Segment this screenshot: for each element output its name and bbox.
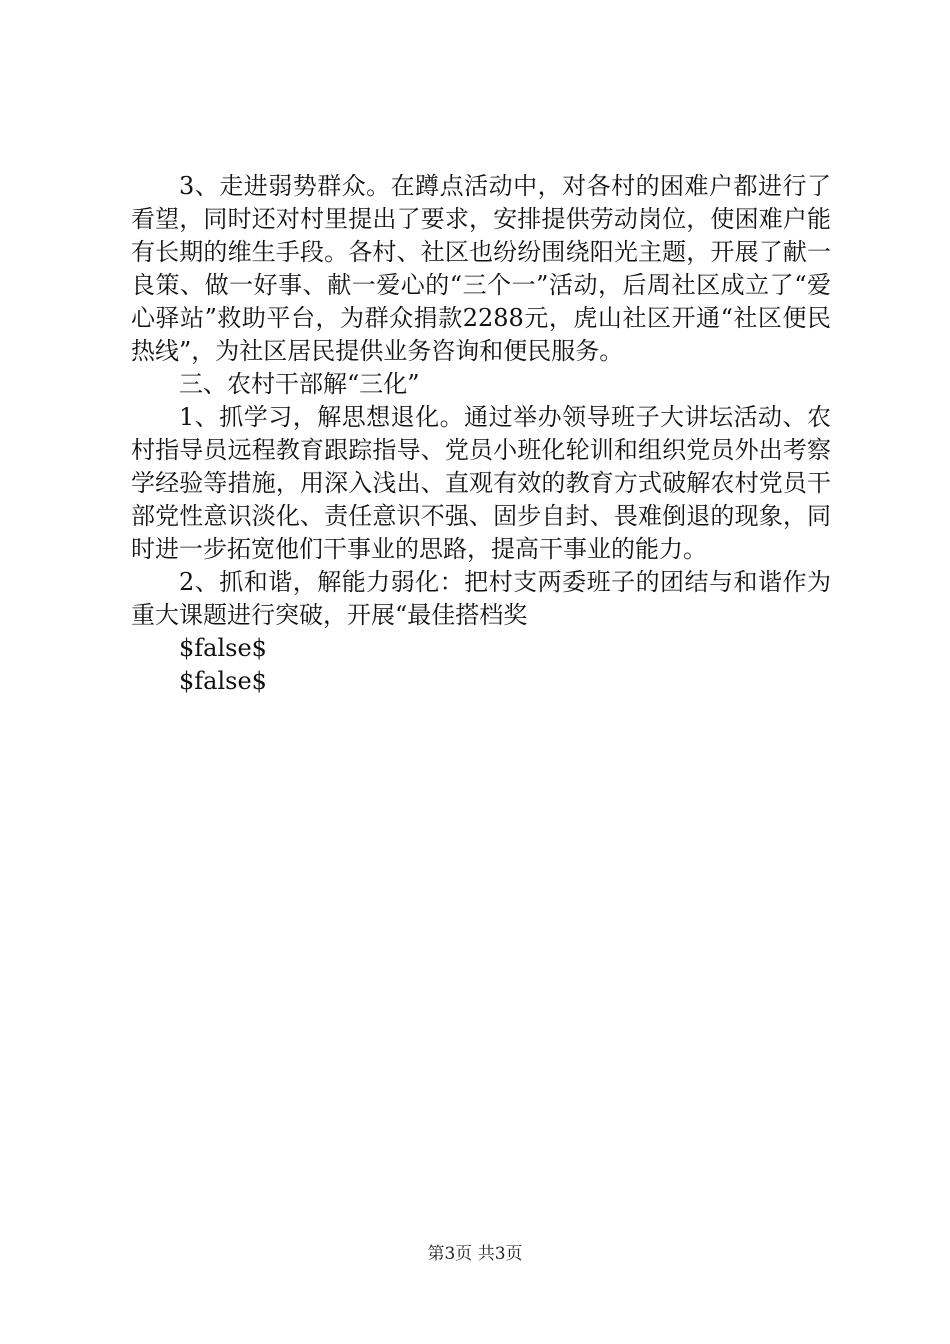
document-body bbox=[131, 170, 831, 698]
paragraph-harmony: 2、抓和谐，解能力弱化：把村支两委班子的团结与和谐作为重大课题进行突破，开展“最佳搭档奖 bbox=[131, 568, 831, 629]
page-footer: 第3页 共3页 bbox=[427, 1244, 523, 1264]
placeholder-line: $false$ bbox=[179, 667, 267, 695]
paragraph-weak-groups: 3、走进弱势群众。在蹲点活动中，对各村的困难户都进行了看望，同时还对村里提出了要求，安排提供劳动岗位，使困难户能有长期的维生手段。各村、社区也纷纷围绕阳光主题，开展了献一良策、做一好事、献一爱心的“三个一”活动，后周社区成立了“爱心驿站”救助平台，为群众捐款2288元，虎山社区开通“社区便民热线”，为社区居民提供业务咨询和便民服务。 bbox=[131, 172, 831, 365]
paragraph-study: 1、抓学习，解思想退化。通过举办领导班子大讲坛活动、农村指导员远程教育跟踪指导、党员小班化轮训和组织党员外出考察学经验等措施，用深入浅出、直观有效的教育方式破解农村党员干部党性意识淡化、责任意识不强、固步自封、畏难倒退的现象，同时进一步拓宽他们干事业的思路，提高干事业的能力。 bbox=[131, 403, 831, 563]
section-heading-rural-cadres: 三、农村干部解“三化” bbox=[179, 370, 420, 398]
placeholder-line: $false$ bbox=[179, 634, 267, 662]
